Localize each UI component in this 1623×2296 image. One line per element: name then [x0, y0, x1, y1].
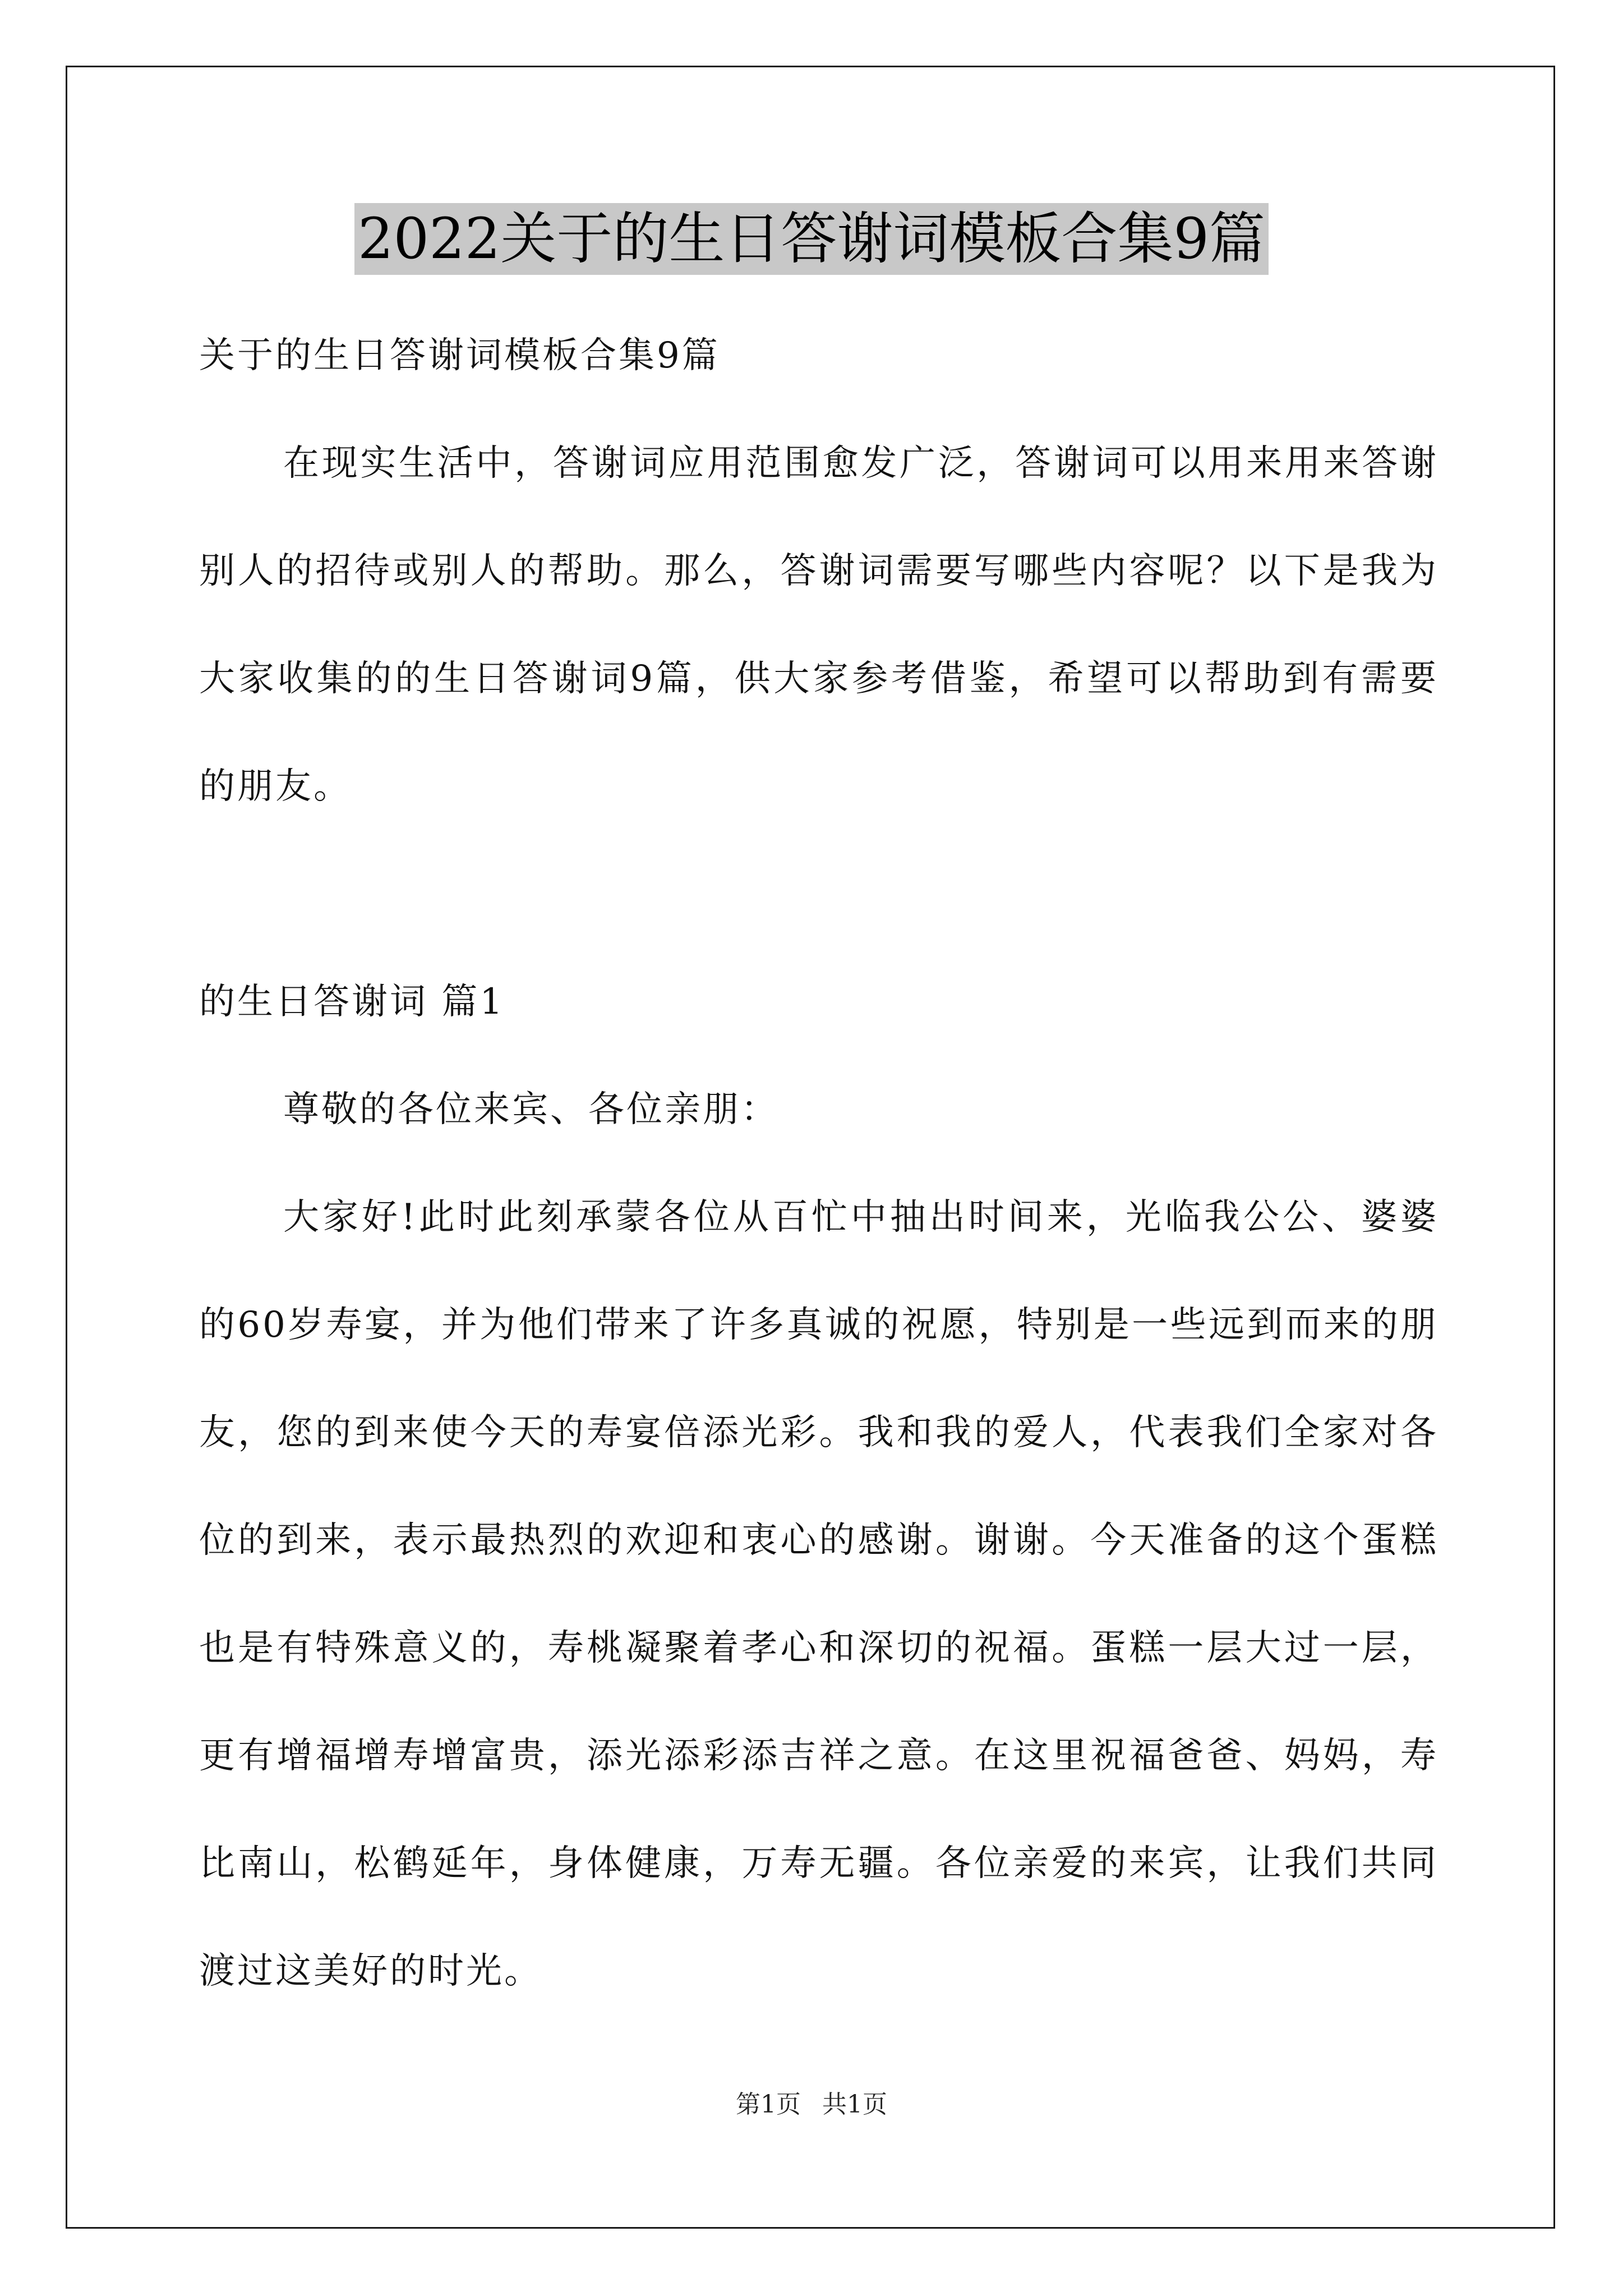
title-container: [0, 203, 1623, 275]
page-total: 共1页: [822, 2090, 887, 2119]
salutation: 尊敬的各位来宾、各位亲朋：: [283, 1089, 779, 1130]
section-spacer: [199, 840, 1438, 948]
body-paragraph: 大家好!此时此刻承蒙各位从百忙中抽出时间来，光临我公公、婆婆的60岁寿宴，并为他们带来了许多真诚的祝愿，特别是一些远到而来的朋友，您的到来使今天的寿宴倍添光彩。我和我的爱人，代表我们全家对各位的到来，表示最热烈的欢迎和衷心的感谢。谢谢。今天准备的这个蛋糕也是有特殊意义的，寿桃凝聚着孝心和深切的祝福。蛋糕一层大过一层，更有增福增寿增富贵，添光添彩添吉祥之意。在这里祝福爸爸、妈妈，寿比南山，松鹤延年，身体健康，万寿无疆。各位亲爱的来宾，让我们共同渡过这美好的时光。: [199, 1197, 1438, 1992]
page-footer: [0, 2088, 1623, 2122]
document-body: [199, 302, 1438, 2025]
section-heading: 的生日答谢词 篇1: [199, 981, 505, 1023]
subtitle: 关于的生日答谢词模板合集9篇: [199, 335, 720, 376]
document-title: 2022关于的生日答谢词模板合集9篇: [354, 203, 1269, 275]
intro-paragraph: 在现实生活中，答谢词应用范围愈发广泛，答谢词可以用来用来答谢别人的招待或别人的帮助。那么，答谢词需要写哪些内容呢？以下是我为大家收集的的生日答谢词9篇，供大家参考借鉴，希望可以帮助到有需要的朋友。: [199, 443, 1438, 807]
page-number: 第1页: [736, 2090, 801, 2119]
